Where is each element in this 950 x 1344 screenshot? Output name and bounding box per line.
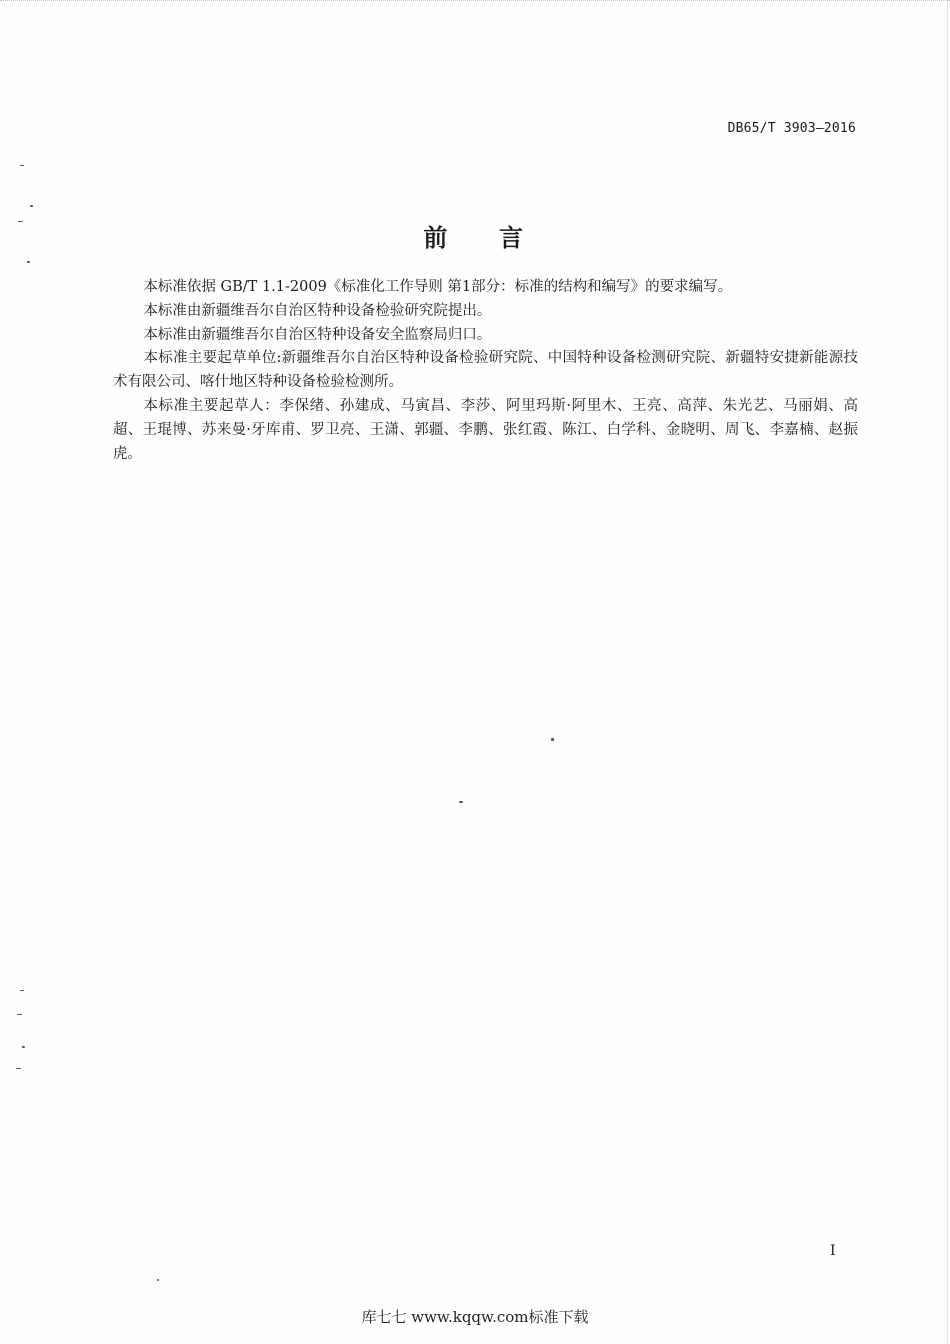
scan-speck bbox=[157, 1279, 159, 1281]
scan-speck bbox=[17, 1014, 22, 1015]
standard-number: DB65/T 3903—2016 bbox=[727, 121, 856, 136]
scan-edge-top bbox=[0, 0, 950, 7]
scan-speck bbox=[18, 221, 23, 222]
scan-speck bbox=[551, 738, 554, 741]
page-title: 前 言 bbox=[423, 224, 545, 252]
paragraph-drafters: 本标准主要起草人：李保绪、孙建成、马寅昌、李莎、阿里玛斯·阿里木、王亮、高萍、朱光艺、马丽娟、高超、王琨博、苏来曼·牙库甫、罗卫亮、王潇、郭疆、李鹏、张红霞、陈江、白学科、金晓明、周飞、李嘉楠、赵振虎。 bbox=[113, 397, 858, 462]
scan-edge-right bbox=[945, 0, 948, 1344]
paragraph-drafting-units: 本标准主要起草单位:新疆维吾尔自治区特种设备检验研究院、中国特种设备检测研究院、新疆特安捷新能源技术有限公司、喀什地区特种设备检验检测所。 bbox=[113, 350, 858, 391]
scan-speck bbox=[27, 261, 30, 263]
paragraph-proposer: 本标准由新疆维吾尔自治区特种设备检验研究院提出。 bbox=[143, 302, 492, 319]
scan-speck bbox=[20, 990, 24, 991]
foreword-body bbox=[113, 276, 858, 466]
page-number: I bbox=[830, 1243, 836, 1259]
footer-watermark: 库七七 www.kqqw.com标准下载 bbox=[361, 1308, 589, 1326]
scan-speck bbox=[20, 165, 24, 166]
scan-speck bbox=[22, 1046, 25, 1048]
scan-speck bbox=[459, 801, 463, 803]
paragraph-drafting-basis: 本标准依据 GB/T 1.1-2009《标准化工作导则 第1部分：标准的结构和编写》的要求编写。 bbox=[143, 279, 733, 295]
scan-speck bbox=[16, 1068, 21, 1069]
scan-speck bbox=[30, 205, 33, 207]
paragraph-administrator: 本标准由新疆维吾尔自治区特种设备安全监察局归口。 bbox=[143, 326, 492, 343]
